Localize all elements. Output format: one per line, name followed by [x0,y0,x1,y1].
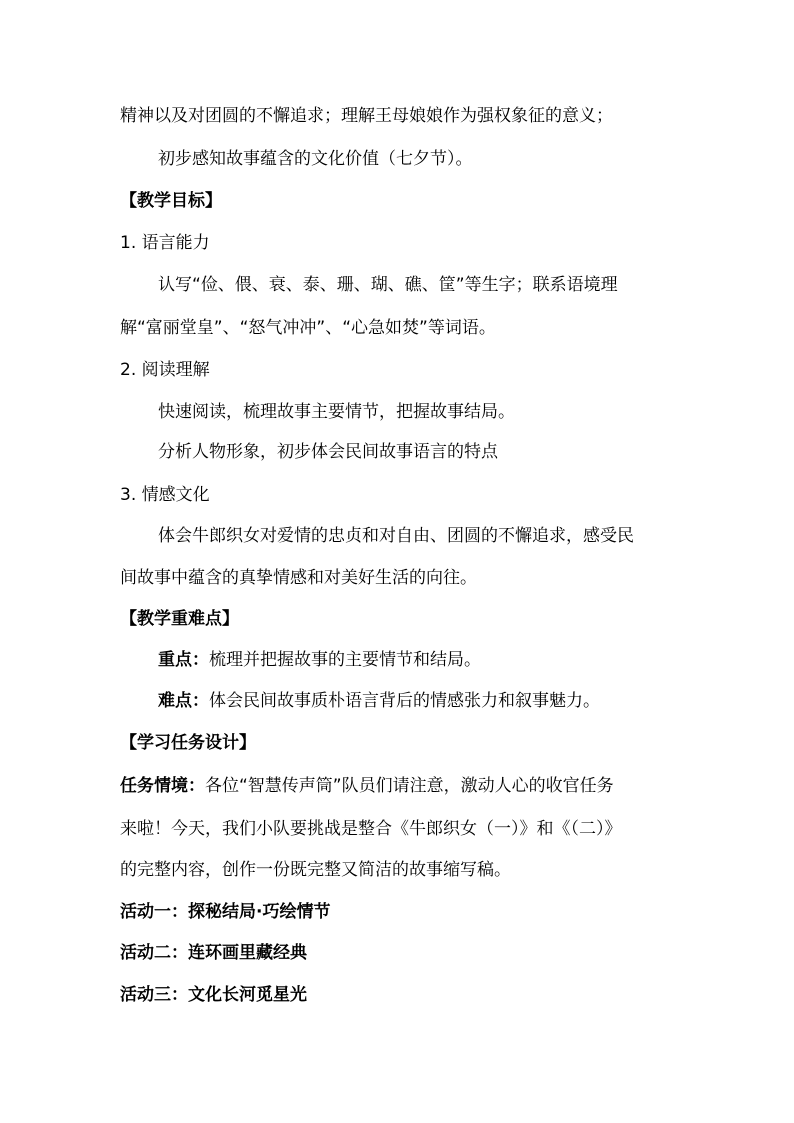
difficulty-text: 体会民间故事质朴语言背后的情感张力和叙事魅力。 [209,691,600,711]
paragraph-line: 来啦！今天，我们小队要挑战是整合《牛郎织女（一）》和《（二）》 [120,819,622,839]
key-point-line [158,648,680,672]
paragraph-line: 认写“俭、偎、衰、泰、珊、瑚、礁、筐”等生字；联系语境理 [158,275,618,295]
section-heading-tasks: 【学习任务设计】 [120,733,256,753]
key-point-text: 梳理并把握故事的主要情节和结局。 [209,650,481,670]
activity-two: 活动二：连环画里藏经典 [120,943,307,963]
difficulty-line [158,689,680,713]
section-heading-goals: 【教学目标】 [120,191,222,211]
paragraph-line: 快速阅读，梳理故事主要情节，把握故事结局。 [158,402,515,422]
goal-title-language: 1. 语言能力 [120,233,210,253]
task-context-text: 各位“智慧传声筒”队员们请注意，激动人心的收官任务 [205,776,614,796]
paragraph-line: 初步感知故事蕴含的文化价值（七夕节）。 [158,149,473,169]
paragraph-line: 分析人物形象，初步体会民间故事语言的特点 [158,442,498,462]
goal-title-reading: 2. 阅读理解 [120,360,210,380]
difficulty-label: 难点： [158,691,209,711]
paragraph-line: 解“富丽堂皇”、“怒气冲冲”、“心急如焚”等词语。 [120,318,496,338]
task-context-line [120,774,680,798]
activity-one: 活动一：探秘结局·巧绘情节 [120,902,331,922]
activity-three: 活动三：文化长河觅星光 [120,985,307,1005]
paragraph-line: 的完整内容，创作一份既完整又简洁的故事缩写稿。 [120,860,511,880]
goal-title-culture: 3. 情感文化 [120,485,210,505]
paragraph-line: 精神以及对团圆的不懈追求；理解王母娘娘作为强权象征的意义； [120,106,613,126]
task-context-label: 任务情境： [120,776,205,796]
key-point-label: 重点： [158,650,209,670]
paragraph-line: 间故事中蕴含的真挚情感和对美好生活的向往。 [120,568,477,588]
section-heading-key-points: 【教学重难点】 [120,609,239,629]
paragraph-line: 体会牛郎织女对爱情的忠贞和对自由、团圆的不懈追求，感受民 [158,526,634,546]
